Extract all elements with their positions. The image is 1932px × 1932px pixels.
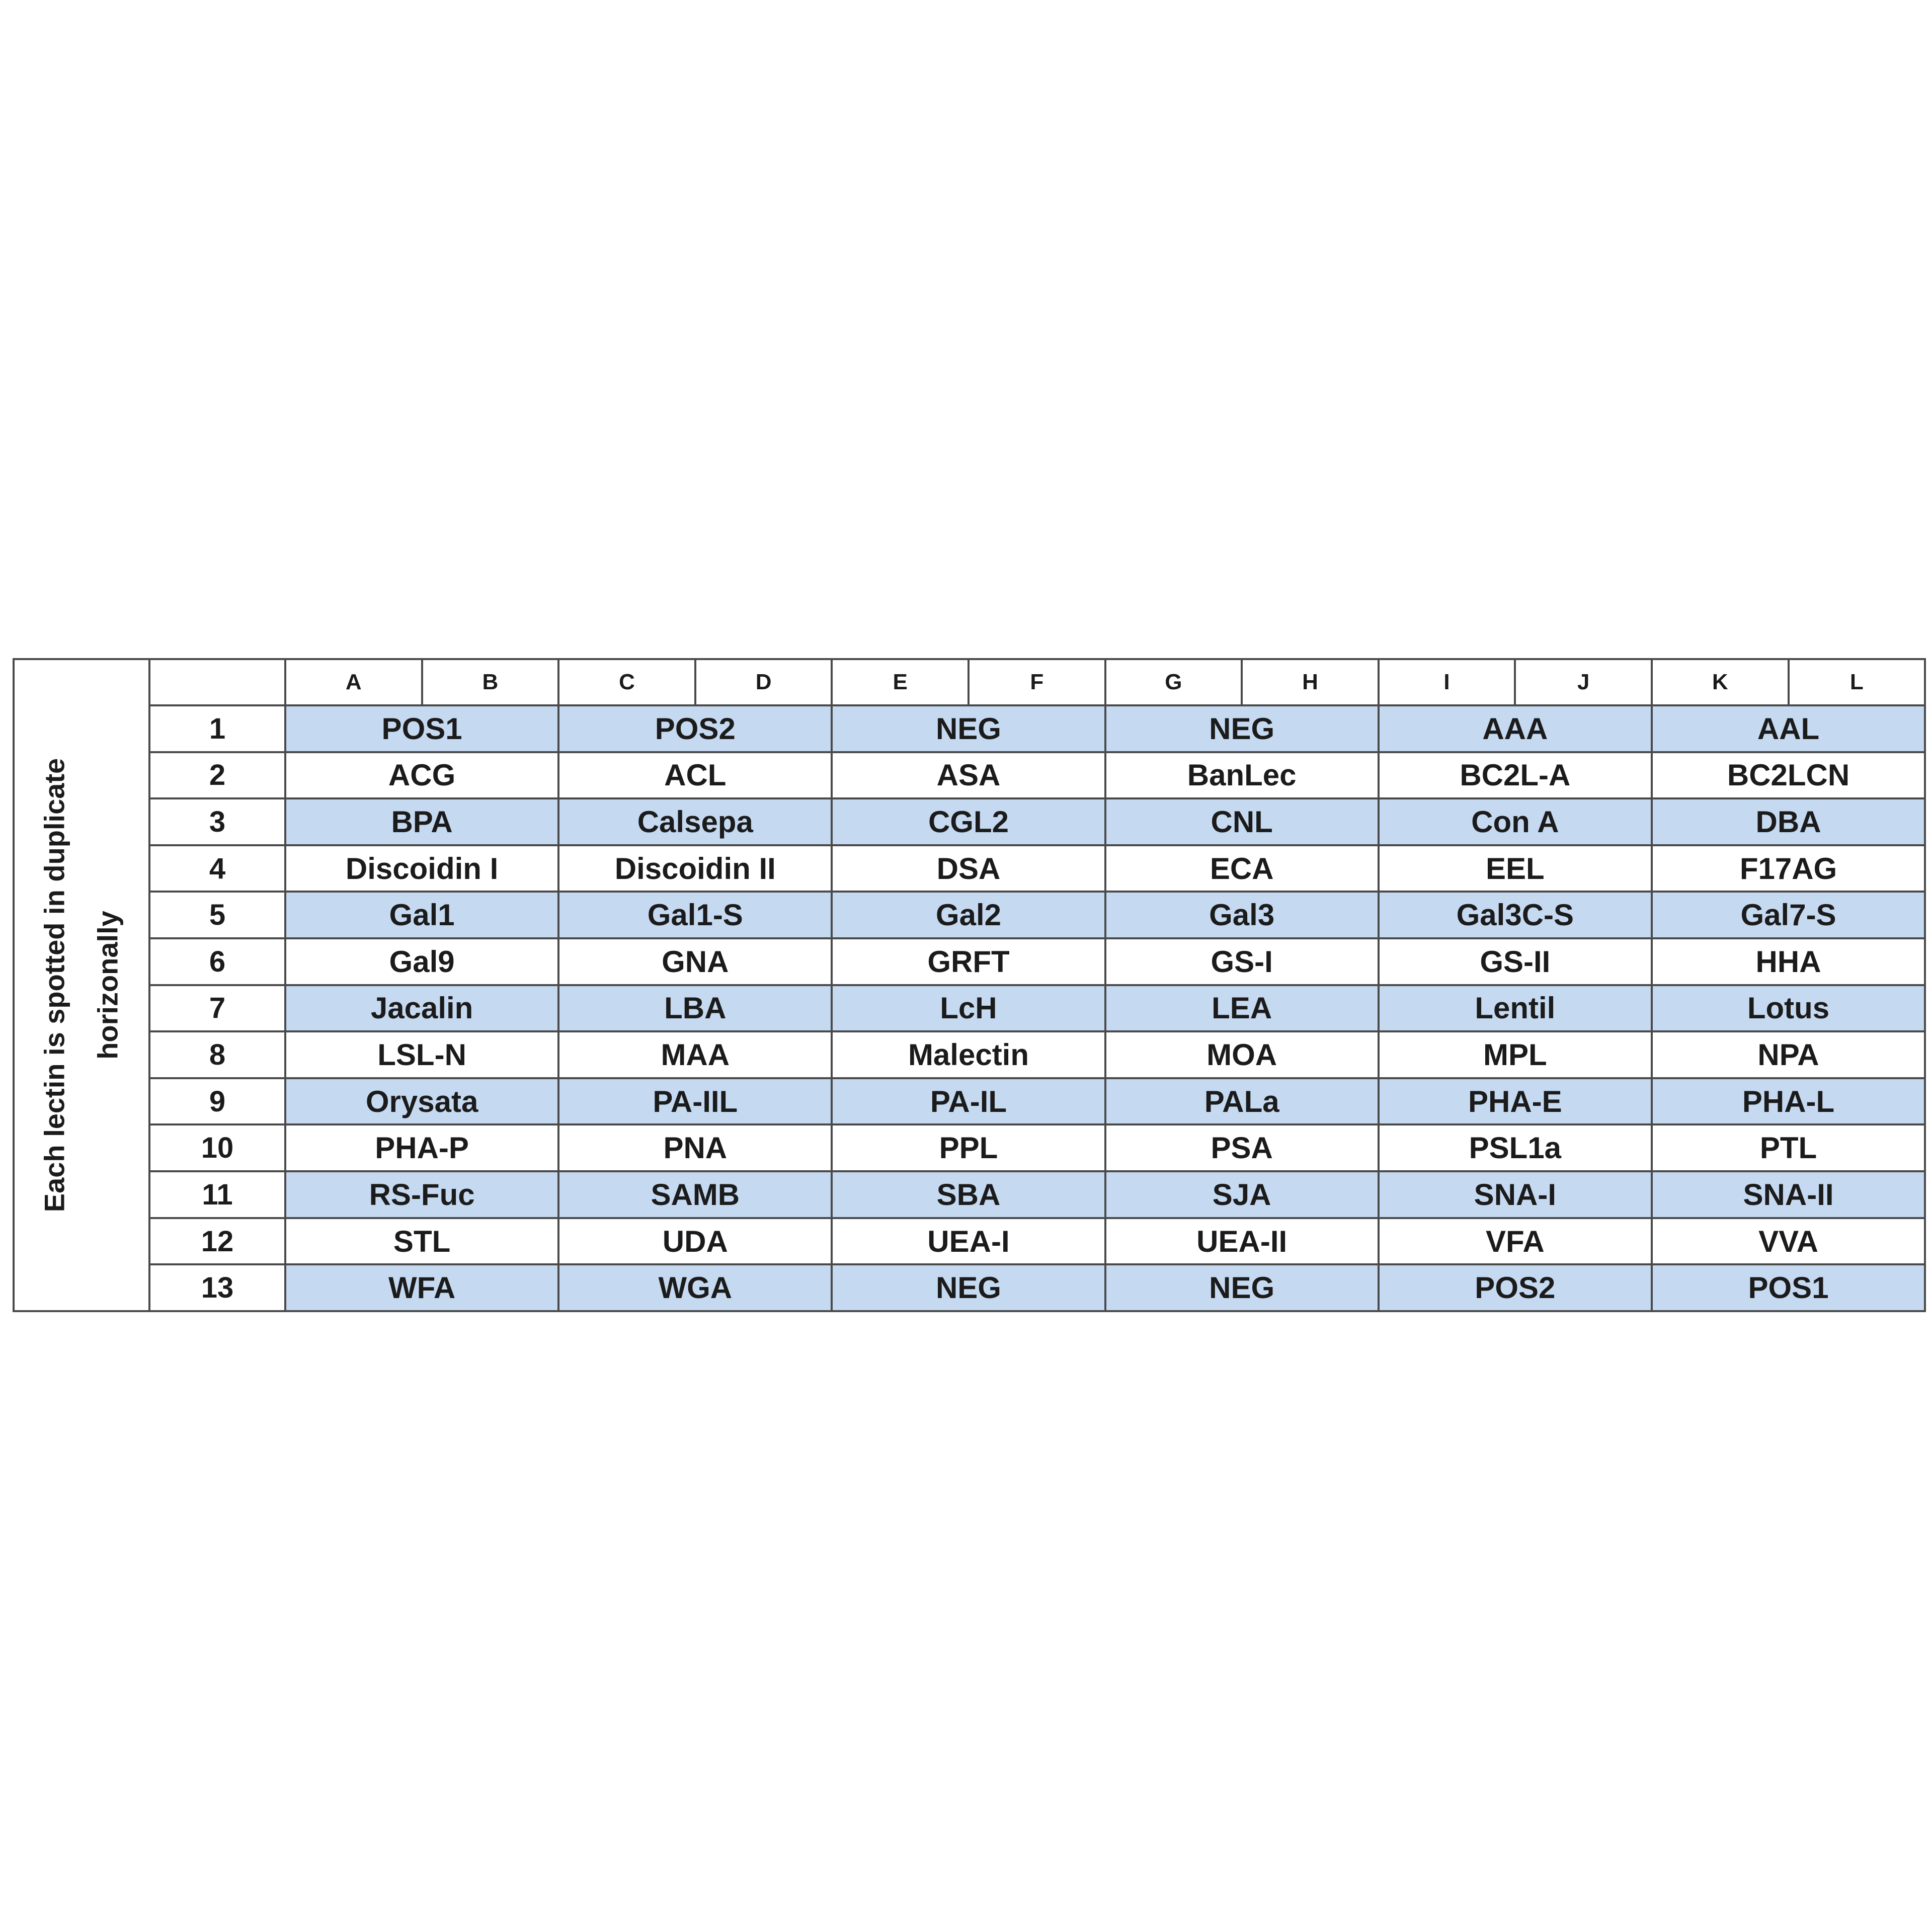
column-header-j: J [1515,659,1652,705]
lectin-cell: POS2 [558,705,832,752]
lectin-cell: VVA [1652,1218,1925,1265]
lectin-cell: NEG [832,1264,1105,1311]
row-number: 8 [149,1031,285,1078]
lectin-cell: LBA [558,985,832,1032]
lectin-cell: BanLec [1105,752,1379,799]
table-row [14,705,1925,752]
lectin-cell: Orysata [285,1078,558,1125]
row-number: 2 [149,752,285,799]
table-row [14,752,1925,799]
lectin-cell: UDA [558,1218,832,1265]
lectin-cell: POS1 [285,705,558,752]
table-row [14,1218,1925,1265]
lectin-cell: Discoidin I [285,845,558,892]
table-row [14,1078,1925,1125]
column-header-b: B [422,659,559,705]
table-row [14,938,1925,985]
lectin-cell: ACL [558,752,832,799]
lectin-cell: Malectin [832,1031,1105,1078]
lectin-cell: PTL [1652,1124,1925,1171]
lectin-cell: AAL [1652,705,1925,752]
lectin-cell: CGL2 [832,798,1105,845]
table-row [14,1124,1925,1171]
row-number: 13 [149,1264,285,1311]
lectin-cell: SNA-II [1652,1171,1925,1218]
lectin-cell: Lotus [1652,985,1925,1032]
lectin-cell: UEA-II [1105,1218,1379,1265]
lectin-cell: HHA [1652,938,1925,985]
lectin-cell: DSA [832,845,1105,892]
lectin-cell: Con A [1379,798,1652,845]
table-row [14,845,1925,892]
row-number: 6 [149,938,285,985]
table-row [14,798,1925,845]
lectin-cell: Gal3 [1105,892,1379,938]
row-number: 4 [149,845,285,892]
lectin-cell: NPA [1652,1031,1925,1078]
lectin-cell: Gal9 [285,938,558,985]
lectin-cell: SNA-I [1379,1171,1652,1218]
side-label: Each lectin is spotted in duplicate horizonally [38,758,124,1213]
side-label-cell [14,659,149,1311]
table-row [14,1264,1925,1311]
column-header-d: D [695,659,832,705]
lectin-cell: ECA [1105,845,1379,892]
lectin-cell: PHA-L [1652,1078,1925,1125]
lectin-cell: Gal1-S [558,892,832,938]
table-row [14,1031,1925,1078]
row-number: 12 [149,1218,285,1265]
lectin-cell: BC2L-A [1379,752,1652,799]
lectin-cell: PPL [832,1124,1105,1171]
lectin-array-table [13,658,1926,1312]
lectin-cell: MPL [1379,1031,1652,1078]
column-header-i: I [1379,659,1515,705]
lectin-cell: NEG [832,705,1105,752]
lectin-cell: VFA [1379,1218,1652,1265]
lectin-cell: SBA [832,1171,1105,1218]
lectin-cell: MAA [558,1031,832,1078]
lectin-cell: SJA [1105,1171,1379,1218]
lectin-cell: WFA [285,1264,558,1311]
lectin-cell: Gal3C-S [1379,892,1652,938]
lectin-cell: PA-IL [832,1078,1105,1125]
lectin-cell: EEL [1379,845,1652,892]
lectin-cell: POS2 [1379,1264,1652,1311]
column-header-k: K [1652,659,1789,705]
lectin-cell: GS-II [1379,938,1652,985]
lectin-cell: PHA-P [285,1124,558,1171]
lectin-cell: NEG [1105,705,1379,752]
table-row [14,985,1925,1032]
lectin-cell: ASA [832,752,1105,799]
row-number: 11 [149,1171,285,1218]
lectin-cell: PSL1a [1379,1124,1652,1171]
lectin-cell: BC2LCN [1652,752,1925,799]
lectin-cell: WGA [558,1264,832,1311]
lectin-cell: UEA-I [832,1218,1105,1265]
lectin-cell: RS-Fuc [285,1171,558,1218]
lectin-cell: PHA-E [1379,1078,1652,1125]
lectin-cell: LSL-N [285,1031,558,1078]
table-body [14,659,1925,1311]
column-header-l: L [1789,659,1925,705]
lectin-cell: LEA [1105,985,1379,1032]
lectin-cell: DBA [1652,798,1925,845]
column-header-c: C [558,659,695,705]
lectin-cell: ACG [285,752,558,799]
row-number: 5 [149,892,285,938]
lectin-cell: PA-IIL [558,1078,832,1125]
column-header-e: E [832,659,969,705]
lectin-cell: MOA [1105,1031,1379,1078]
table-row [14,1171,1925,1218]
row-number: 1 [149,705,285,752]
lectin-cell: F17AG [1652,845,1925,892]
row-number: 7 [149,985,285,1032]
lectin-cell: LcH [832,985,1105,1032]
column-header-g: G [1105,659,1242,705]
row-number: 9 [149,1078,285,1125]
lectin-cell: PSA [1105,1124,1379,1171]
lectin-cell: POS1 [1652,1264,1925,1311]
lectin-cell: Gal7-S [1652,892,1925,938]
lectin-cell: Calsepa [558,798,832,845]
lectin-cell: BPA [285,798,558,845]
corner-cell [149,659,285,705]
lectin-cell: PALa [1105,1078,1379,1125]
column-header-h: H [1242,659,1379,705]
lectin-cell: GS-I [1105,938,1379,985]
lectin-cell: GRFT [832,938,1105,985]
header-row [14,659,1925,705]
row-number: 10 [149,1124,285,1171]
column-header-a: A [285,659,422,705]
lectin-cell: Discoidin II [558,845,832,892]
lectin-cell: SAMB [558,1171,832,1218]
lectin-cell: Gal2 [832,892,1105,938]
lectin-cell: STL [285,1218,558,1265]
lectin-cell: Gal1 [285,892,558,938]
lectin-cell: AAA [1379,705,1652,752]
lectin-cell: NEG [1105,1264,1379,1311]
lectin-cell: Lentil [1379,985,1652,1032]
lectin-cell: GNA [558,938,832,985]
lectin-cell: CNL [1105,798,1379,845]
lectin-cell: PNA [558,1124,832,1171]
row-number: 3 [149,798,285,845]
column-header-f: F [969,659,1105,705]
lectin-cell: Jacalin [285,985,558,1032]
table-row [14,892,1925,938]
